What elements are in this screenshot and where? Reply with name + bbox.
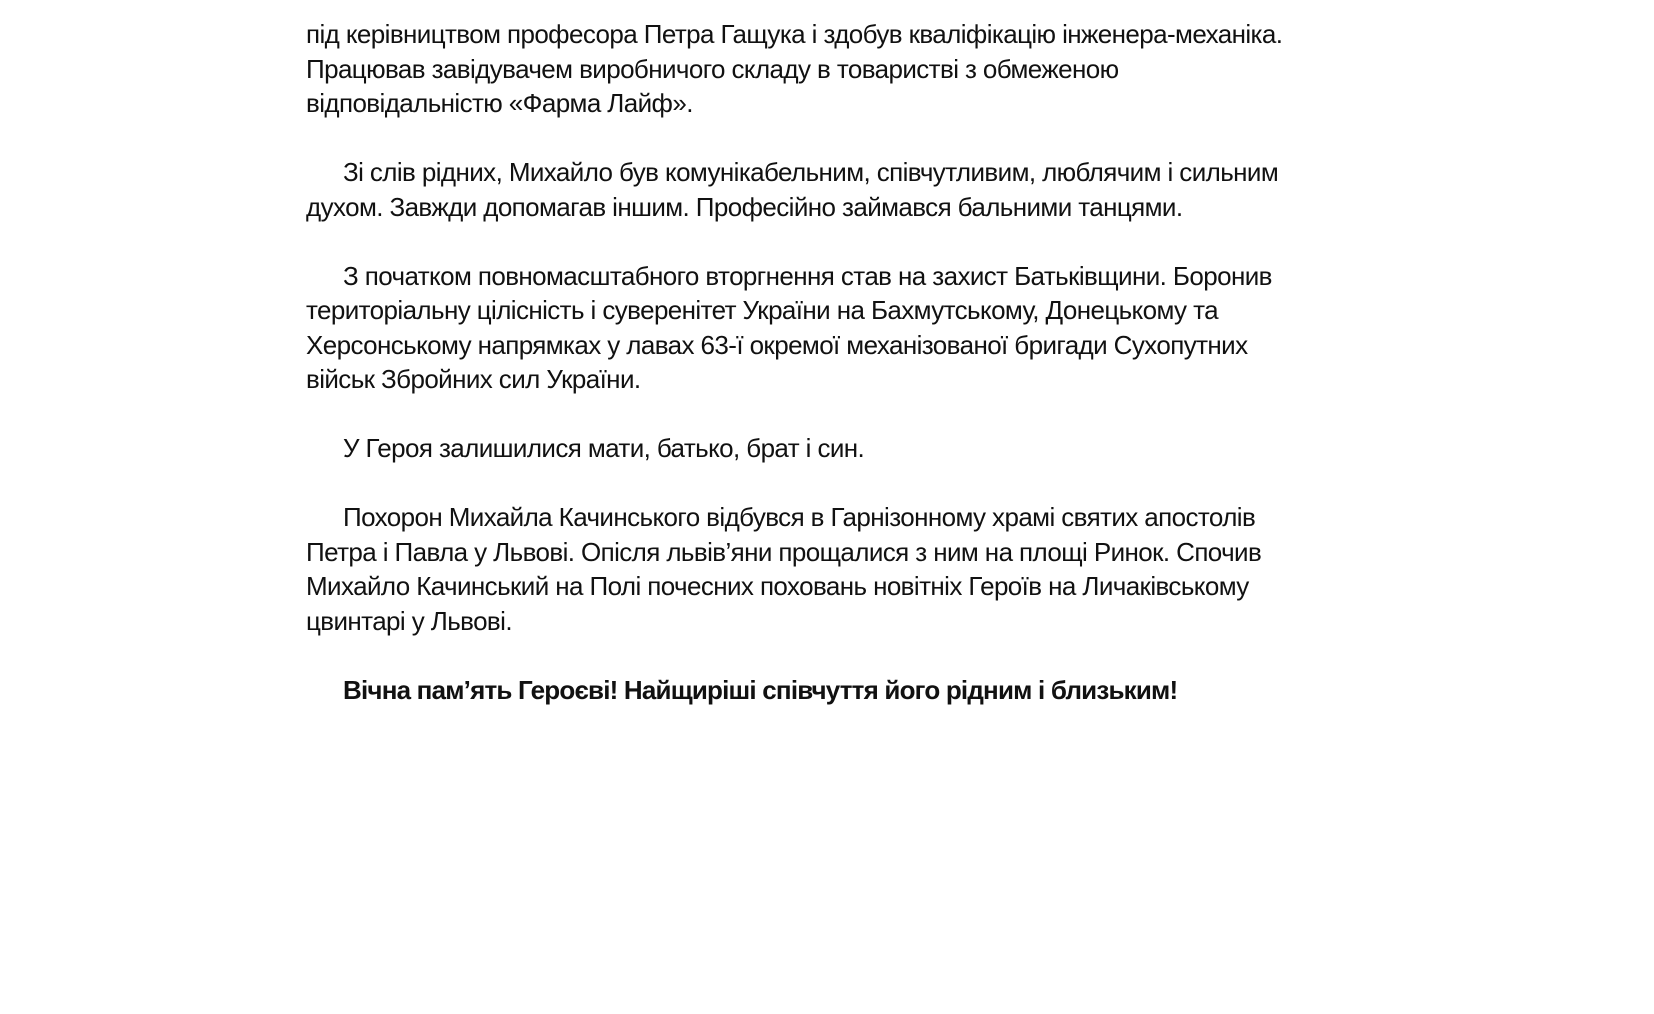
- paragraph-family: У Героя залишилися мати, батько, брат і син.: [343, 433, 865, 463]
- paragraph-funeral: Похорон Михайла Качинського відбувся в Гарнізонному храмі святих апостолів Петра і Павла у Львові. Опісля львів’яни прощалися з ним на площі Ринок. Спочив Михайло Качинський на Полі почесних поховань новітніх Героїв на Личаківському цвинтарі у Львові.: [306, 502, 1262, 636]
- closing-statement: Вічна пам’ять Героєві! Найщиріші співчуття його рідним і близьким!: [343, 674, 1178, 705]
- paragraph-service: З початком повномасштабного вторгнення став на захист Батьківщини. Боронив територіальну цілісність і суверенітет України на Бахмутському, Донецькому та Херсонському напрямках у лавах 63-ї окремої механізованої бригади Сухопутних військ Збройних сил України.: [306, 260, 1272, 394]
- document-body: [306, 17, 1296, 742]
- paragraph-character: Зі слів рідних, Михайло був комунікабельним, співчутливим, люблячим і сильним духом. Завжди допомагав іншим. Професійно займався бальними танцями.: [306, 157, 1279, 222]
- paragraph-education: під керівництвом професора Петра Гащука і здобув кваліфікацію інженера-механіка. Працював завідувачем виробничого складу в товаристві з обмеженою відповідальністю «Фарма Лайф».: [306, 19, 1283, 118]
